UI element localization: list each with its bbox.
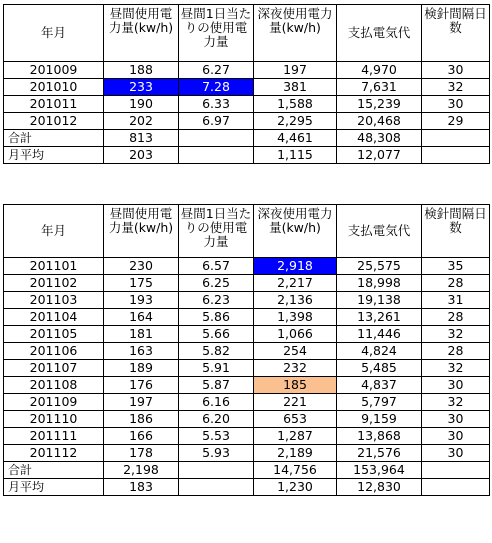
table-row <box>4 428 490 445</box>
cell-month[interactable]: 201103 <box>4 292 104 309</box>
cell-average-label[interactable]: 月平均 <box>4 147 104 164</box>
cell-month[interactable]: 201012 <box>4 113 104 130</box>
cell-payment[interactable]: 13,868 <box>337 428 422 445</box>
table-row <box>4 377 490 394</box>
cell-days[interactable]: 30 <box>422 62 490 79</box>
header-payment[interactable]: 支払電気代 <box>337 5 422 62</box>
usage-table-2011 <box>3 204 490 496</box>
cell-daytime[interactable]: 181 <box>104 326 179 343</box>
cell-payment[interactable]: 18,998 <box>337 275 422 292</box>
table-row <box>4 62 490 79</box>
cell-total-night[interactable]: 4,461 <box>254 130 337 147</box>
cell-total-daytime[interactable]: 813 <box>104 130 179 147</box>
cell-days[interactable]: 28 <box>422 309 490 326</box>
cell-total-payment[interactable]: 153,964 <box>337 462 422 479</box>
cell-per-day[interactable]: 5.93 <box>179 445 254 462</box>
average-row <box>4 479 490 496</box>
cell-days[interactable]: 30 <box>422 96 490 113</box>
cell-per-day[interactable]: 6.33 <box>179 96 254 113</box>
cell-daytime[interactable]: 176 <box>104 377 179 394</box>
cell-total-payment[interactable]: 48,308 <box>337 130 422 147</box>
cell-night[interactable]: 197 <box>254 62 337 79</box>
table-row <box>4 360 490 377</box>
cell-month[interactable]: 201010 <box>4 79 104 96</box>
cell-payment[interactable]: 13,261 <box>337 309 422 326</box>
cell-night[interactable]: 232 <box>254 360 337 377</box>
cell-empty[interactable] <box>179 147 254 164</box>
header-night-usage[interactable]: 深夜使用電力量(kw/h) <box>254 205 337 258</box>
cell-month[interactable]: 201106 <box>4 343 104 360</box>
cell-per-day[interactable]: 5.86 <box>179 309 254 326</box>
cell-days[interactable]: 32 <box>422 326 490 343</box>
cell-per-day[interactable]: 6.25 <box>179 275 254 292</box>
table-row <box>4 411 490 428</box>
table-row <box>4 445 490 462</box>
cell-days[interactable]: 32 <box>422 79 490 96</box>
cell-month[interactable]: 201111 <box>4 428 104 445</box>
cell-days[interactable]: 28 <box>422 275 490 292</box>
cell-daytime[interactable]: 178 <box>104 445 179 462</box>
header-row <box>4 5 490 62</box>
cell-month[interactable]: 201107 <box>4 360 104 377</box>
total-row <box>4 462 490 479</box>
cell-empty[interactable] <box>179 462 254 479</box>
cell-daytime-highlighted[interactable]: 233 <box>104 79 179 96</box>
cell-daytime[interactable]: 175 <box>104 275 179 292</box>
cell-per-day[interactable]: 5.87 <box>179 377 254 394</box>
cell-payment[interactable]: 11,446 <box>337 326 422 343</box>
cell-per-day[interactable]: 5.91 <box>179 360 254 377</box>
table-row <box>4 258 490 275</box>
cell-average-payment[interactable]: 12,830 <box>337 479 422 496</box>
cell-payment[interactable]: 7,631 <box>337 79 422 96</box>
cell-payment[interactable]: 19,138 <box>337 292 422 309</box>
cell-night-highlighted[interactable]: 2,918 <box>254 258 337 275</box>
cell-payment[interactable]: 4,824 <box>337 343 422 360</box>
cell-payment[interactable]: 21,576 <box>337 445 422 462</box>
cell-per-day[interactable]: 6.23 <box>179 292 254 309</box>
cell-payment[interactable]: 20,468 <box>337 113 422 130</box>
cell-average-daytime[interactable]: 203 <box>104 147 179 164</box>
header-payment[interactable]: 支払電気代 <box>337 205 422 258</box>
cell-payment[interactable]: 5,797 <box>337 394 422 411</box>
cell-month[interactable]: 201105 <box>4 326 104 343</box>
cell-night-highlighted[interactable]: 185 <box>254 377 337 394</box>
table-row <box>4 96 490 113</box>
header-daytime-usage[interactable]: 昼間使用電力量(kw/h) <box>104 5 179 62</box>
header-row <box>4 205 490 258</box>
cell-days[interactable]: 30 <box>422 428 490 445</box>
cell-month[interactable]: 201009 <box>4 62 104 79</box>
table-row <box>4 394 490 411</box>
cell-average-payment[interactable]: 12,077 <box>337 147 422 164</box>
cell-payment[interactable]: 4,837 <box>337 377 422 394</box>
cell-night[interactable]: 1,287 <box>254 428 337 445</box>
total-row <box>4 130 490 147</box>
header-interval-days[interactable]: 検針間隔日数 <box>422 5 490 62</box>
cell-month[interactable]: 201108 <box>4 377 104 394</box>
cell-per-day-highlighted[interactable]: 7.28 <box>179 79 254 96</box>
cell-per-day[interactable]: 6.16 <box>179 394 254 411</box>
cell-total-label[interactable]: 合計 <box>4 462 104 479</box>
cell-night[interactable]: 653 <box>254 411 337 428</box>
cell-per-day[interactable]: 6.20 <box>179 411 254 428</box>
cell-daytime[interactable]: 166 <box>104 428 179 445</box>
cell-night[interactable]: 254 <box>254 343 337 360</box>
cell-payment[interactable]: 25,575 <box>337 258 422 275</box>
cell-empty[interactable] <box>422 147 490 164</box>
cell-daytime[interactable]: 190 <box>104 96 179 113</box>
cell-average-label[interactable]: 月平均 <box>4 479 104 496</box>
cell-daytime[interactable]: 189 <box>104 360 179 377</box>
cell-empty[interactable] <box>422 479 490 496</box>
cell-per-day[interactable]: 6.27 <box>179 62 254 79</box>
cell-days[interactable]: 31 <box>422 292 490 309</box>
cell-night[interactable]: 381 <box>254 79 337 96</box>
cell-average-daytime[interactable]: 183 <box>104 479 179 496</box>
cell-total-daytime[interactable]: 2,198 <box>104 462 179 479</box>
cell-month[interactable]: 201110 <box>4 411 104 428</box>
cell-per-day[interactable]: 6.57 <box>179 258 254 275</box>
cell-days[interactable]: 30 <box>422 445 490 462</box>
cell-average-night[interactable]: 1,115 <box>254 147 337 164</box>
cell-payment[interactable]: 15,239 <box>337 96 422 113</box>
cell-month[interactable]: 201109 <box>4 394 104 411</box>
cell-days[interactable]: 32 <box>422 360 490 377</box>
usage-table-2010 <box>3 4 490 164</box>
header-daytime-per-day[interactable]: 昼間1日当たりの使用電力量 <box>179 205 254 258</box>
cell-average-night[interactable]: 1,230 <box>254 479 337 496</box>
cell-days[interactable]: 35 <box>422 258 490 275</box>
cell-daytime[interactable]: 193 <box>104 292 179 309</box>
cell-empty[interactable] <box>422 130 490 147</box>
cell-days[interactable]: 30 <box>422 377 490 394</box>
cell-days[interactable]: 28 <box>422 343 490 360</box>
cell-daytime[interactable]: 230 <box>104 258 179 275</box>
cell-month[interactable]: 201101 <box>4 258 104 275</box>
cell-payment[interactable]: 4,970 <box>337 62 422 79</box>
cell-month[interactable]: 201102 <box>4 275 104 292</box>
cell-days[interactable]: 29 <box>422 113 490 130</box>
table-row <box>4 343 490 360</box>
cell-days[interactable]: 30 <box>422 411 490 428</box>
cell-daytime[interactable]: 188 <box>104 62 179 79</box>
cell-per-day[interactable]: 5.53 <box>179 428 254 445</box>
cell-daytime[interactable]: 186 <box>104 411 179 428</box>
cell-empty[interactable] <box>179 130 254 147</box>
cell-empty[interactable] <box>422 462 490 479</box>
table-row <box>4 309 490 326</box>
header-month[interactable]: 年月 <box>4 205 104 258</box>
header-night-usage[interactable]: 深夜使用電力量(kw/h) <box>254 5 337 62</box>
average-row <box>4 147 490 164</box>
header-daytime-per-day[interactable]: 昼間1日当たりの使用電力量 <box>179 5 254 62</box>
cell-total-night[interactable]: 14,756 <box>254 462 337 479</box>
table-row <box>4 326 490 343</box>
cell-per-day[interactable]: 5.66 <box>179 326 254 343</box>
cell-night[interactable]: 2,189 <box>254 445 337 462</box>
cell-night[interactable]: 1,066 <box>254 326 337 343</box>
cell-month[interactable]: 201011 <box>4 96 104 113</box>
cell-night[interactable]: 2,136 <box>254 292 337 309</box>
cell-night[interactable]: 1,588 <box>254 96 337 113</box>
cell-daytime[interactable]: 202 <box>104 113 179 130</box>
cell-night[interactable]: 2,295 <box>254 113 337 130</box>
cell-per-day[interactable]: 6.97 <box>179 113 254 130</box>
cell-daytime[interactable]: 163 <box>104 343 179 360</box>
cell-night[interactable]: 2,217 <box>254 275 337 292</box>
cell-payment[interactable]: 5,485 <box>337 360 422 377</box>
table-row <box>4 292 490 309</box>
cell-empty[interactable] <box>179 479 254 496</box>
table-row <box>4 275 490 292</box>
cell-daytime[interactable]: 164 <box>104 309 179 326</box>
cell-month[interactable]: 201104 <box>4 309 104 326</box>
header-interval-days[interactable]: 検針間隔日数 <box>422 205 490 258</box>
cell-daytime[interactable]: 197 <box>104 394 179 411</box>
table-row <box>4 79 490 96</box>
cell-month[interactable]: 201112 <box>4 445 104 462</box>
cell-days[interactable]: 32 <box>422 394 490 411</box>
table-row <box>4 113 490 130</box>
header-daytime-usage[interactable]: 昼間使用電力量(kw/h) <box>104 205 179 258</box>
cell-total-label[interactable]: 合計 <box>4 130 104 147</box>
cell-per-day[interactable]: 5.82 <box>179 343 254 360</box>
cell-night[interactable]: 1,398 <box>254 309 337 326</box>
header-month[interactable]: 年月 <box>4 5 104 62</box>
cell-payment[interactable]: 9,159 <box>337 411 422 428</box>
cell-night[interactable]: 221 <box>254 394 337 411</box>
